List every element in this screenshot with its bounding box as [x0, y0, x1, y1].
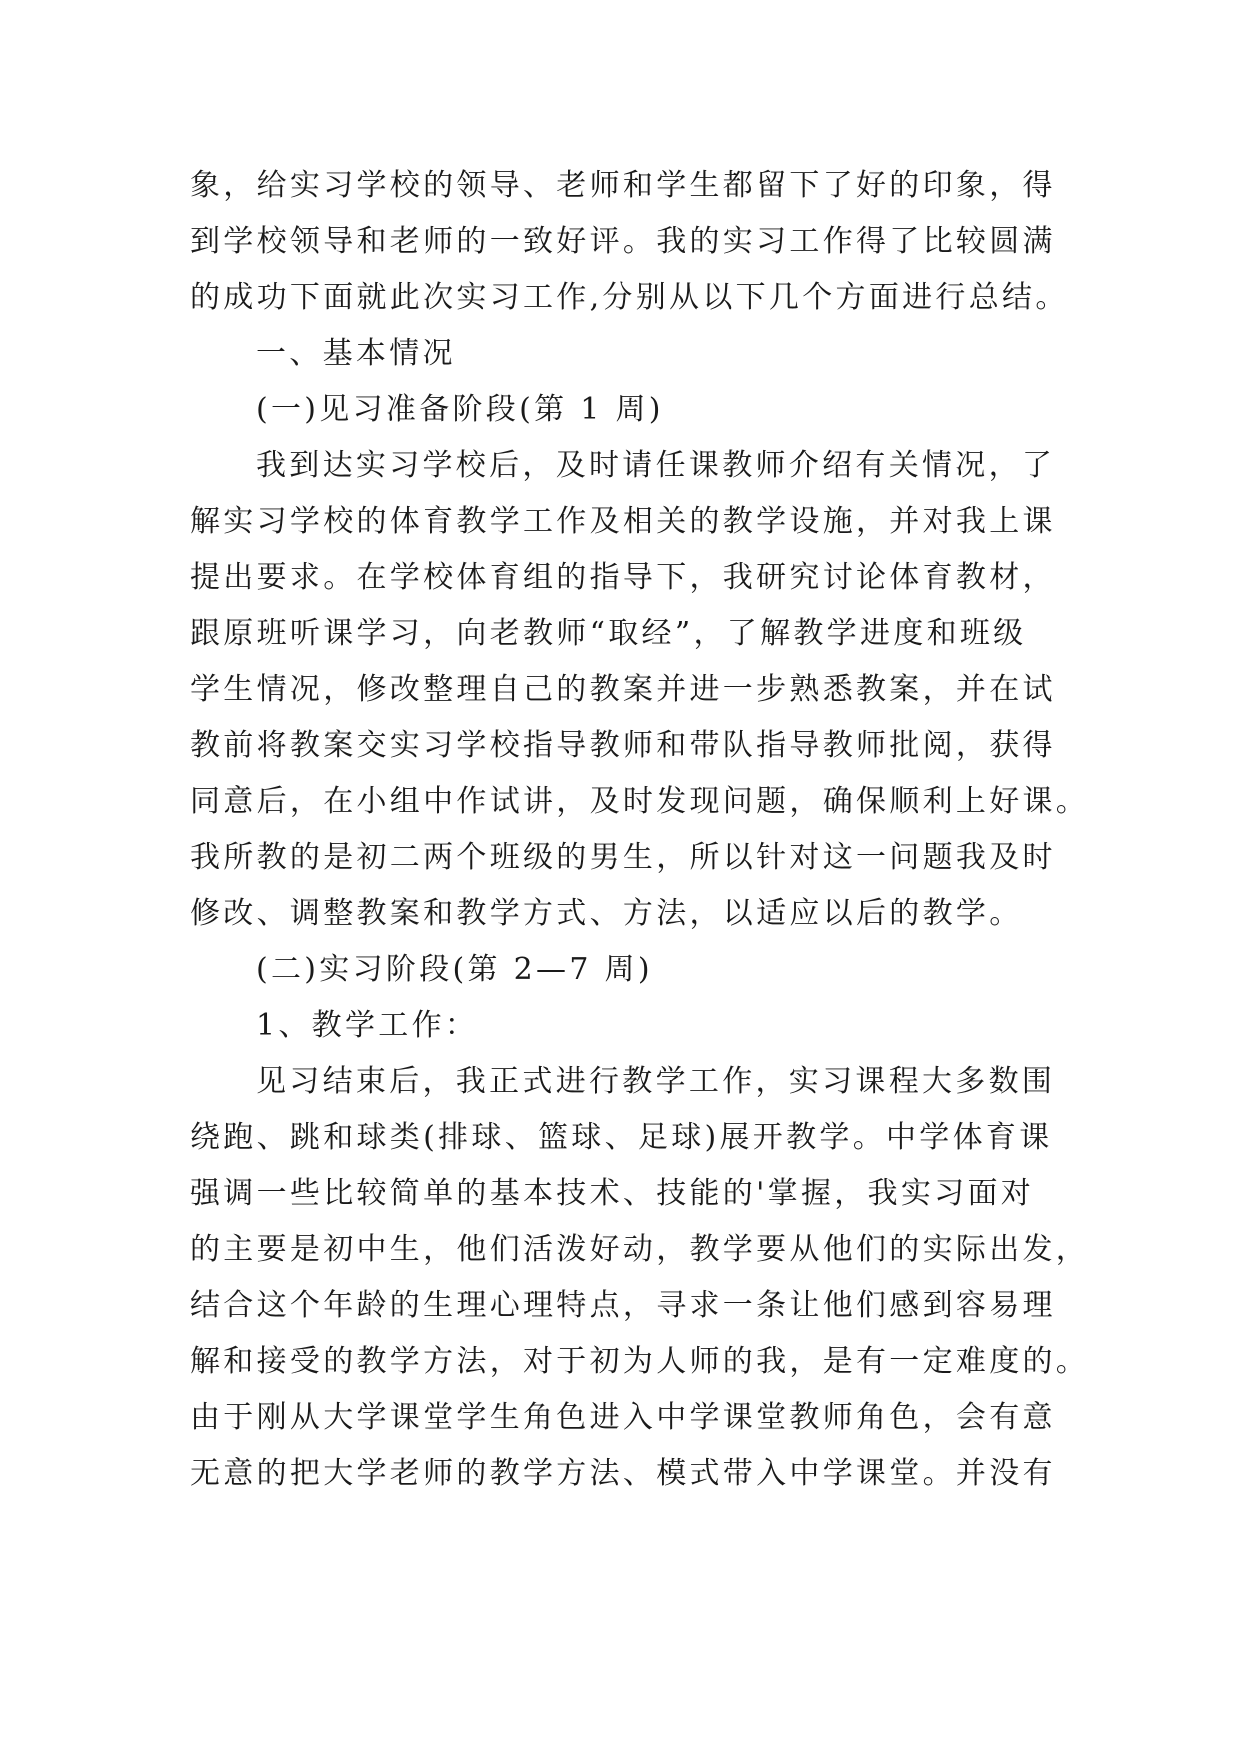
text-line: 解实习学校的体育教学工作及相关的教学设施，并对我上课 — [190, 504, 1056, 539]
text-line: 同意后，在小组中作试讲，及时发现问题，确保顺利上好课。 — [190, 784, 1090, 819]
text-line: 学生情况，修改整理自己的教案并进一步熟悉教案，并在试 — [190, 672, 1056, 707]
subsection-heading: (二)实习阶段(第 2—7 周) — [256, 952, 653, 987]
text-line: 由于刚从大学课堂学生角色进入中学课堂教师角色，会有意 — [190, 1400, 1056, 1435]
text-line: 的主要是初中生，他们活泼好动，教学要从他们的实际出发， — [190, 1232, 1090, 1267]
text-line: 我所教的是初二两个班级的男生，所以针对这一问题我及时 — [190, 840, 1056, 875]
text-line: 无意的把大学老师的教学方法、模式带入中学课堂。并没有 — [190, 1456, 1056, 1491]
text-line: 解和接受的教学方法，对于初为人师的我，是有一定难度的。 — [190, 1344, 1090, 1379]
text-line: 绕跑、跳和球类(排球、篮球、足球)展开教学。中学体育课 — [190, 1120, 1053, 1155]
text-line: 修改、调整教案和教学方式、方法，以适应以后的教学。 — [190, 896, 1023, 931]
item-heading: 1、教学工作： — [256, 1008, 479, 1043]
paragraph-first-line: 见习结束后，我正式进行教学工作，实习课程大多数围 — [256, 1064, 1056, 1099]
text-line: 到学校领导和老师的一致好评。我的实习工作得了比较圆满 — [190, 224, 1056, 259]
text-line: 跟原班听课学习，向老教师“取经”，了解教学进度和班级 — [190, 616, 1027, 651]
text-line: 结合这个年龄的生理心理特点，寻求一条让他们感到容易理 — [190, 1288, 1056, 1323]
text-line: 教前将教案交实习学校指导教师和带队指导教师批阅，获得 — [190, 728, 1056, 763]
text-line: 强调一些比较简单的基本技术、技能的'掌握，我实习面对 — [190, 1176, 1035, 1211]
text-line: 象，给实习学校的领导、老师和学生都留下了好的印象，得 — [190, 168, 1056, 203]
text-line: 的成功下面就此次实习工作,分别从以下几个方面进行总结。 — [190, 280, 1069, 315]
section-heading: 一、基本情况 — [256, 336, 456, 371]
paragraph-first-line: 我到达实习学校后，及时请任课教师介绍有关情况，了 — [256, 448, 1056, 483]
text-line: 提出要求。在学校体育组的指导下，我研究讨论体育教材， — [190, 560, 1056, 595]
subsection-heading: (一)见习准备阶段(第 1 周) — [256, 392, 664, 427]
